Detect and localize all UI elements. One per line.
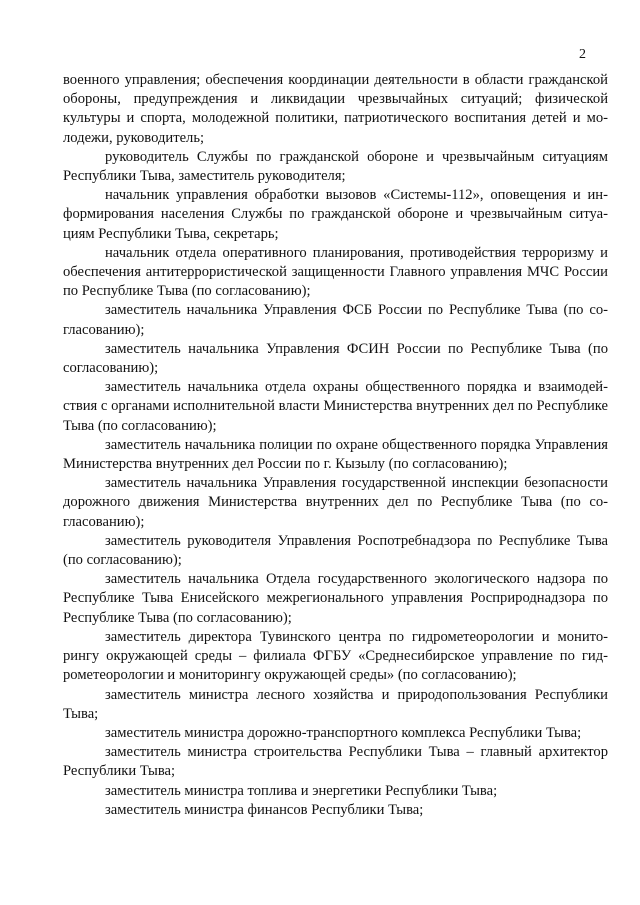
paragraph-member: заместитель директора Тувинского центра по гидрометеорологии и мониторингу окружающей среды – филиала ФГБУ «Среднесибирское управление по гидрометеорологии и мониторингу окружающей среды» (по согласованию); [63,628,608,684]
paragraph-member: начальник отдела оперативного планирования, противодействия терроризму и обеспечения антитеррористической защищенности Главного управления МЧС России по Республике Тыва (по согласованию); [63,244,608,300]
paragraph-member: руководитель Службы по гражданской обороне и чрезвычайным ситуациям Республики Тыва, заместитель руководителя; [63,148,608,185]
paragraph-member: заместитель начальника отдела охраны общественного порядка и взаимодействия с органами исполнительной власти Министерства внутренних дел по Республике Тыва (по согласованию); [63,379,608,434]
paragraph-continuation: военного управления; обеспечения координации деятельности в области гражданской обороны, предупреждения и ликвидации чрезвычайных ситуаций; физической культуры и спорта, молодежной политики, патриотического воспитания детей и молодежи, руководитель; [63,72,608,146]
paragraph-member: заместитель руководителя Управления Роспотребнадзора по Республике Тыва (по согласованию); [63,532,608,569]
paragraph-member: заместитель начальника Управления ФСИН России по Республике Тыва (по согласованию); [63,340,608,377]
paragraph-member: заместитель начальника полиции по охране общественного порядка Управления Министерства внутренних дел России по г. Кызылу (по согласованию); [63,436,608,473]
paragraph-member: заместитель начальника Управления ФСБ России по Республике Тыва (по согласованию); [63,302,608,338]
paragraph-member: заместитель министра дорожно-транспортного комплекса Республики Тыва; [105,724,582,741]
paragraph-member: заместитель начальника Отдела государственного экологического надзора по Республике Тыва Енисейского межрегионального управления Росприроднадзора по Республике Тыва (по согласованию); [63,571,608,626]
paragraph-member: заместитель министра финансов Республики Тыва; [105,801,424,818]
paragraph-member: начальник управления обработки вызовов «Системы-112», оповещения и информирования населения Службы по гражданской обороне и чрезвычайным ситуациям Республики Тыва, секретарь; [63,187,608,242]
paragraph-member: заместитель министра топлива и энергетики Республики Тыва; [105,782,498,799]
document-body [63,71,608,820]
paragraph-member: заместитель министра лесного хозяйства и природопользования Республики Тыва; [63,686,608,722]
page-number: 2 [579,47,586,62]
paragraph-member: заместитель министра строительства Республики Тыва – главный архитектор Республики Тыва; [63,744,608,780]
paragraph-member: заместитель начальника Управления государственной инспекции безопасности дорожного движения Министерства внутренних дел по Республике Тыва (по согласованию); [63,475,608,530]
